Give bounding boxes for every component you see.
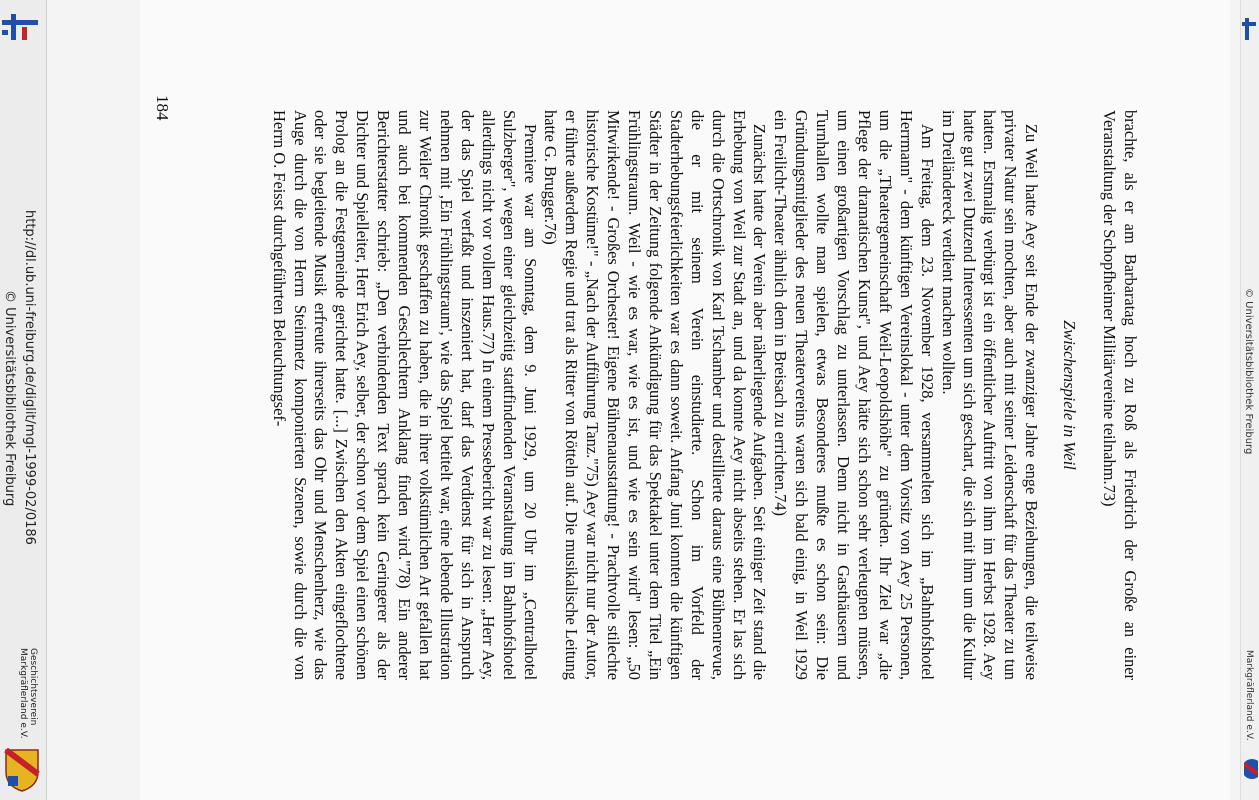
paragraph-4: Premiere war am Sonntag, dem 9. Juni 1929, um 20 Uhr im „Centralhotel Sulzberger", wegen einer gleichzeitig stattfindenden Veranstaltung im Bahnhofshotel allerdings nicht vor vollem Haus.77) In einem Pressebericht war zu lesen: „Herr Aey, der das Spiel verfaßt und inszeniert hat, darf das Verdienst für sich in Anspruch nehmen mit ‚Ein Frühlingstraum', wie das Spiel betitelt war, eine lebende Illustration zur Weiler Chronik geschaffen zu haben, die in ihrer volkstümlichen Art gefallen hat und auch bei kommenden Geschlechtern Anklang finden wird."78) Ein anderer Berichterstatter schrieb: „Den verbindenden Text sprach kein Geringerer als der Dichter und Spielleiter, Herr Erich Aey, selber, der schon vor dem Spiel einen schönen Prolog an die Festgemeinde gerichtet hatte. [...] Zwischen den Akten eingeflochtene oder sie begleitende Musik erfreute ihrerseits das Ohr und Menschenherz, wie das Auge durch die von Herrn Steinmetz komponierten Szenen, sowie durch die von Herrn O. Feisst durchgeführten Beleuchtungsef- [269,110,540,680]
page-text [268,110,1140,680]
publisher-line-1: Geschichtsverein [28,648,38,726]
intro-paragraph: brachte, als er am Barbaratag hoch zu Roß als Friedrich der Große an einer Veranstaltung der Schopfheimer Militärvereine teilnahm.73) [1100,110,1140,680]
library-logo-right-icon[interactable] [1242,18,1256,40]
page-number: 184 [153,95,172,121]
right-publisher-notice: Markgräflerland e.V. [1244,650,1254,741]
society-crest-right-icon [1244,756,1258,782]
publisher-line-2: Markgräflerland e.V. [18,648,28,739]
society-crest-icon [4,748,40,792]
right-copyright-notice: © Universitätsbibliothek Freiburg [1243,288,1254,455]
section-title: Zwischenspiele in Weil [1060,320,1080,470]
paragraph-1: Zu Weil hatte Aey seit Ende der zwanziger Jahre enge Beziehungen, die teilweise privater Natur sein mochten, aber auch mit seiner Leidenschaft für das Theater zu tun hatten. Erstmalig verbürgt ist ein öffentlicher Auftritt von ihm im Herbst 1928. Aey hatte gut zwei Dutzend Interessenten um sich geschart, die sich mit ihm um die Kultur im Dreiländereck verdient machen wollten. [938,110,1042,680]
copyright-notice: © Universitätsbibliothek Freiburg [2,290,17,507]
document-url[interactable]: http://dl.ub.uni-freiburg.de/diglit/mgl-1999-02/0186 [22,210,37,545]
publisher-name [18,648,38,739]
paragraph-2: Am Freitag, dem 23. November 1928, versammelten sich im „Bahnhofshotel Herrmann" - dem künftigen Vereinslokal - unter dem Vorsitz von Aey 25 Personen, um die „Theatergemeinschaft Weil-Leopoldshöhe" zu gründen. Ihr Ziel war „die Pflege der dramatischen Kunst", und Aey hätte sich schon sehr verleugnen müssen, um einen großartigen Vorschlag zu unterlassen. Denn nicht in Gasthäusern und Turnhallen wollte man spielen, etwas Besonderes mußte es schon sein: Die Gründungsmitglieder des neuen Theatervereins waren sich bald einig, in Weil 1929 ein Freilicht-Theater ähnlich dem in Breisach zu errichten.74) [771,110,937,680]
paragraph-3: Zunächst hatte der Verein aber näherliegende Aufgaben. Seit einiger Zeit stand die Erhebung von Weil zur Stadt an, und da konnte Aey nicht abseits stehen. Er las sich durch die Ortschronik von Karl Tschamber und destillierte daraus eine Bühnenrevue, die er mit seinem Verein einstudierte. Schon im Vorfeld der Stadterhebungsfeierlichkeiten war es dann soweit. Anfang Juni konnten die künftigen Städter in der Zeitung folgende Ankündigung für das Spektakel unter dem Titel „Ein Frühlingstraum. Weil - wie es war, wie es ist, und wie es sein wird" lesen: „50 Mitwirkende! - Großes Orchester! Eigene Bühnenausstattung! - Prachtvolle stilechte historische Kostüme!" - „Nach der Aufführung Tanz."75) Aey war nicht nur der Autor, er führte außerdem Regie und trat als Ritter von Rötteln auf. Die musikalische Leitung hatte G. Brugger.76) [541,110,770,680]
library-logo-icon[interactable] [2,14,38,40]
